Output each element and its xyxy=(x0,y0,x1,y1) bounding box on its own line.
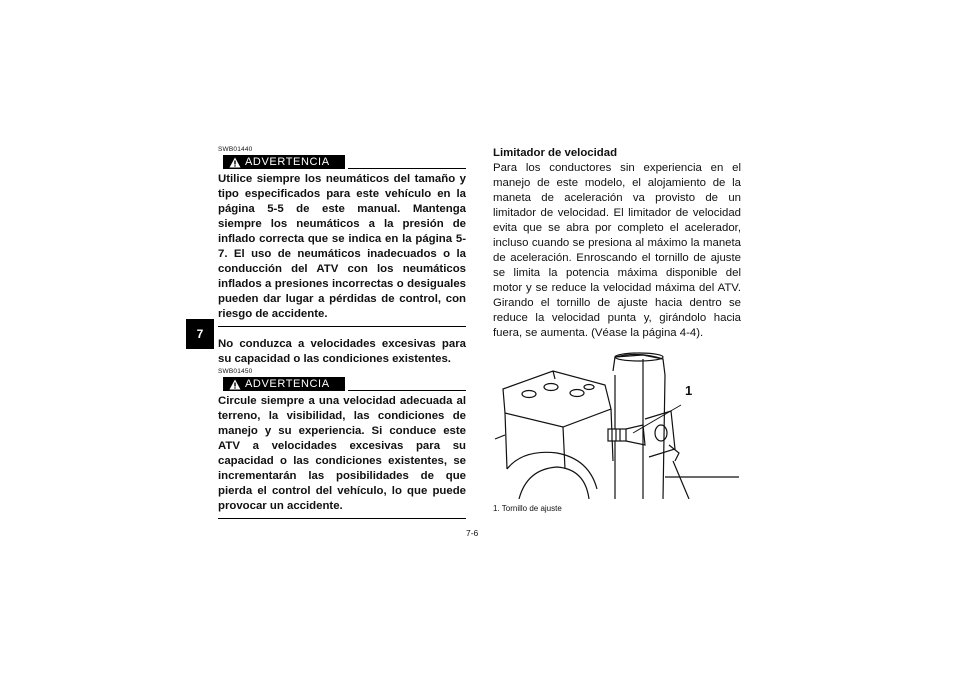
warning-label: ADVERTENCIA xyxy=(245,378,330,390)
warning-header xyxy=(218,155,466,169)
divider xyxy=(218,326,466,327)
right-column xyxy=(493,146,741,513)
figure-caption: 1. Tornillo de ajuste xyxy=(493,504,562,513)
warning-rule xyxy=(348,168,466,169)
section-title: Limitador de velocidad xyxy=(493,147,618,159)
warning-text: Circule siempre a una velocidad adecuada al terreno, la visibilidad, las condiciones de manejo y su experiencia. Si conduce este ATV a velocidades excesivas para su capacidad o las condiciones existentes, se incrementarán las posibilidades de que pierda el control del vehículo, lo que puede provocar un accidente. xyxy=(218,395,466,512)
warning-badge xyxy=(223,377,345,391)
page-number: 7-6 xyxy=(466,528,479,538)
chapter-tab: 7 xyxy=(186,319,214,349)
warning-badge xyxy=(223,155,345,169)
left-column xyxy=(218,146,466,519)
speed-limiter-figure xyxy=(493,349,741,513)
warning-rule xyxy=(348,390,466,391)
throttle-housing-illustration xyxy=(493,349,741,499)
warning-triangle-icon xyxy=(229,379,241,390)
warning-triangle-icon xyxy=(229,157,241,168)
warning-header xyxy=(218,377,466,391)
figure-callout: 1 xyxy=(685,383,693,398)
divider xyxy=(218,518,466,519)
section-body: Para los conductores sin experiencia en el manejo de este modelo, el alojamiento de la maneta de aceleración va provisto de un limitador de velocidad. El limitador de velocidad evita que se abra por completo el acelerador, incluso cuando se presiona al máximo la maneta de aceleración. Enroscando el tornillo de ajuste se limita la potencia máxima disponible del motor y se reduce la velocidad máxima del ATV. Girando el tornillo de ajuste hacia dentro se reduce la velocidad punta y, girándolo hacia fuera, se aumenta. (Véase la página 4-4). xyxy=(493,162,741,339)
warning-label: ADVERTENCIA xyxy=(245,156,330,168)
speed-note: No conduzca a velocidades excesivas para su capacidad o las condiciones existentes. xyxy=(218,338,466,365)
warning-code: SWB01440 xyxy=(218,146,253,153)
warning-text: Utilice siempre los neumáticos del tamaño y tipo especificados para este vehículo en la página 5-5 de este manual. Mantenga siempre los neumáticos a la presión de inflado correcta que se indica en la página 5-7. El uso de neumáticos inadecuados o la conducción del ATV con los neumáticos inflados a presiones incorrectas o desiguales pueden dar lugar a pérdidas de control, con riesgo de accidente. xyxy=(218,173,466,320)
warning-code: SWB01450 xyxy=(218,368,253,375)
